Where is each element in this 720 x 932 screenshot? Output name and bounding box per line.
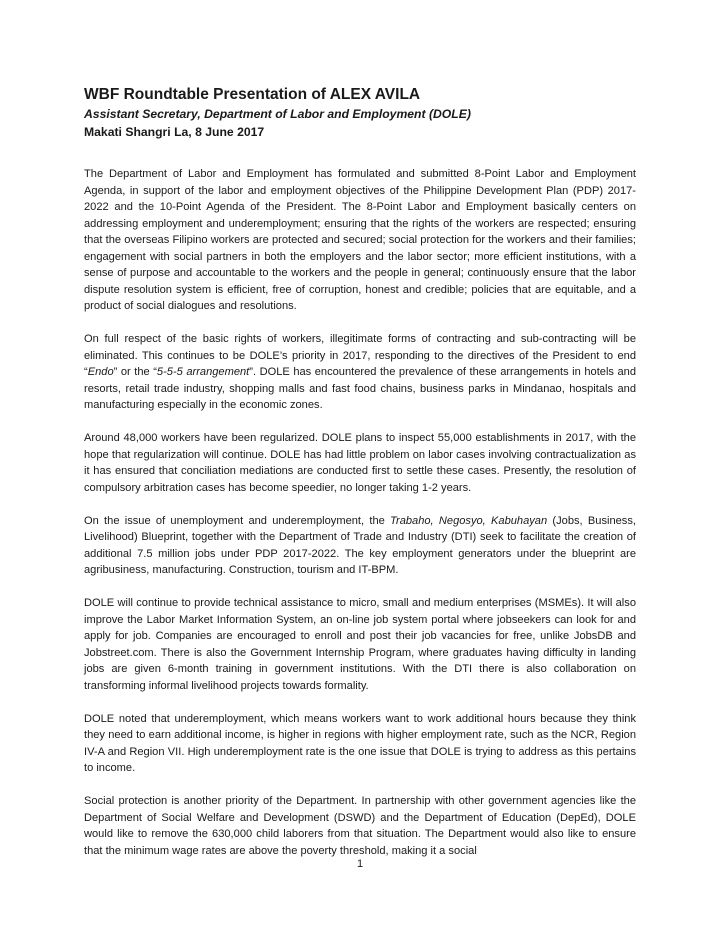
paragraph-underemployment: DOLE noted that underemployment, which means workers want to work additional hours because they think they need to earn additional income, is higher in regions with higher employment rate, such as the NCR, Region IV-A and Region VII. High underemployment rate is the one issue that DOLE is trying to address as this pertains to income. <box>84 712 636 774</box>
text-run: On the issue of unemployment and underemployment, the <box>84 514 391 527</box>
paragraph-regularization: Around 48,000 workers have been regularized. DOLE plans to inspect 55,000 establishments in 2017, with the hope that regularization will continue. DOLE has had little problem on labor cases involving contractualization as it has ensured that conciliation mediations are conducted first to settle these cases. Presently, the resolution of compulsory arbitration cases has become speedier, no longer taking 1-2 years. <box>84 432 636 494</box>
venue-and-date: Makati Shangri La, 8 June 2017 <box>84 125 265 139</box>
paragraph-msme: DOLE will continue to provide technical assistance to micro, small and medium enterprises (MSMEs). It will also improve the Labor Market Information System, an on-line job system portal where jobseekers can look for and apply for job. Companies are encouraged to enroll and post their job vacancies for free, unlike JobsDB and Jobstreet.com. There is also the Government Internship Program, where graduates having difficulty in landing jobs are given 6-month training in government institutions. With the DTI there is also collaboration on transforming informal livelihood projects towards formality. <box>84 597 636 692</box>
paragraph-agenda: The Department of Labor and Employment has formulated and submitted 8-Point Labor and Employment Agenda, in support of the labor and employment objectives of the Philippine Development Plan (PDP) 2017-2022 and the 10-Point Agenda of the President. The 8-Point Labor and Employment basically centers on addressing employment and underemployment; ensuring that the rights of the workers are respected; ensuring that the overseas Filipino workers are protected and secured; social protection for the workers and their families; engagement with social partners in both the employers and the labor sector; more efficient institutions, with a sense of purpose and accountable to the workers and the people in general; continuously ensure that the labor dispute resolution system is efficient, free of corruption, honest and credible; policies that are equitable, and a product of social dialogues and resolutions. <box>84 168 636 312</box>
document-title: WBF Roundtable Presentation of ALEX AVILA <box>84 86 421 103</box>
paragraph-blueprint <box>84 513 636 579</box>
paragraph-contracting <box>84 331 636 414</box>
speaker-position: Assistant Secretary, Department of Labor and Employment (DOLE) <box>84 107 471 121</box>
document-body <box>84 166 636 876</box>
page-number: 1 <box>356 858 364 870</box>
text-run: On full respect of the basic rights of workers, illegitimate forms of contracting and sub-contracting will be eliminated. This continues to be DOLE’s priority in 2017, responding to the directives of the President to end “ <box>84 333 636 378</box>
italic-term-555: 5-5-5 arrangement <box>156 366 250 378</box>
text-run: ”. DOLE has encountered the prevalence of these arrangements in hotels and resorts, retail trade industry, shopping malls and fast food chains, business parks in Mindanao, hospitals and manufacturing especially in the economic zones. <box>84 366 636 411</box>
text-run: (Jobs, Business, Livelihood) Blueprint, together with the Department of Trade and Industry (DTI) seek to facilitate the creation of additional 7.5 million jobs under PDP 2017-2022. The key employment generators under the blueprint are agribusiness, manufacturing. Construction, tourism and IT-BPM. <box>84 514 636 576</box>
paragraph-social-protection: Social protection is another priority of the Department. In partnership with other government agencies like the Department of Social Welfare and Development (DSWD) and the Department of Education (DepEd), DOLE would like to remove the 630,000 child laborers from that situation. The Department would also like to ensure that the minimum wage rates are above the poverty threshold, making it a social <box>84 795 636 857</box>
italic-term-endo: Endo <box>87 366 114 378</box>
italic-term-blueprint: Trabaho, Negosyo, Kabuhayan <box>390 514 548 527</box>
document-header <box>84 84 644 141</box>
text-run: ” or the “ <box>113 366 157 378</box>
